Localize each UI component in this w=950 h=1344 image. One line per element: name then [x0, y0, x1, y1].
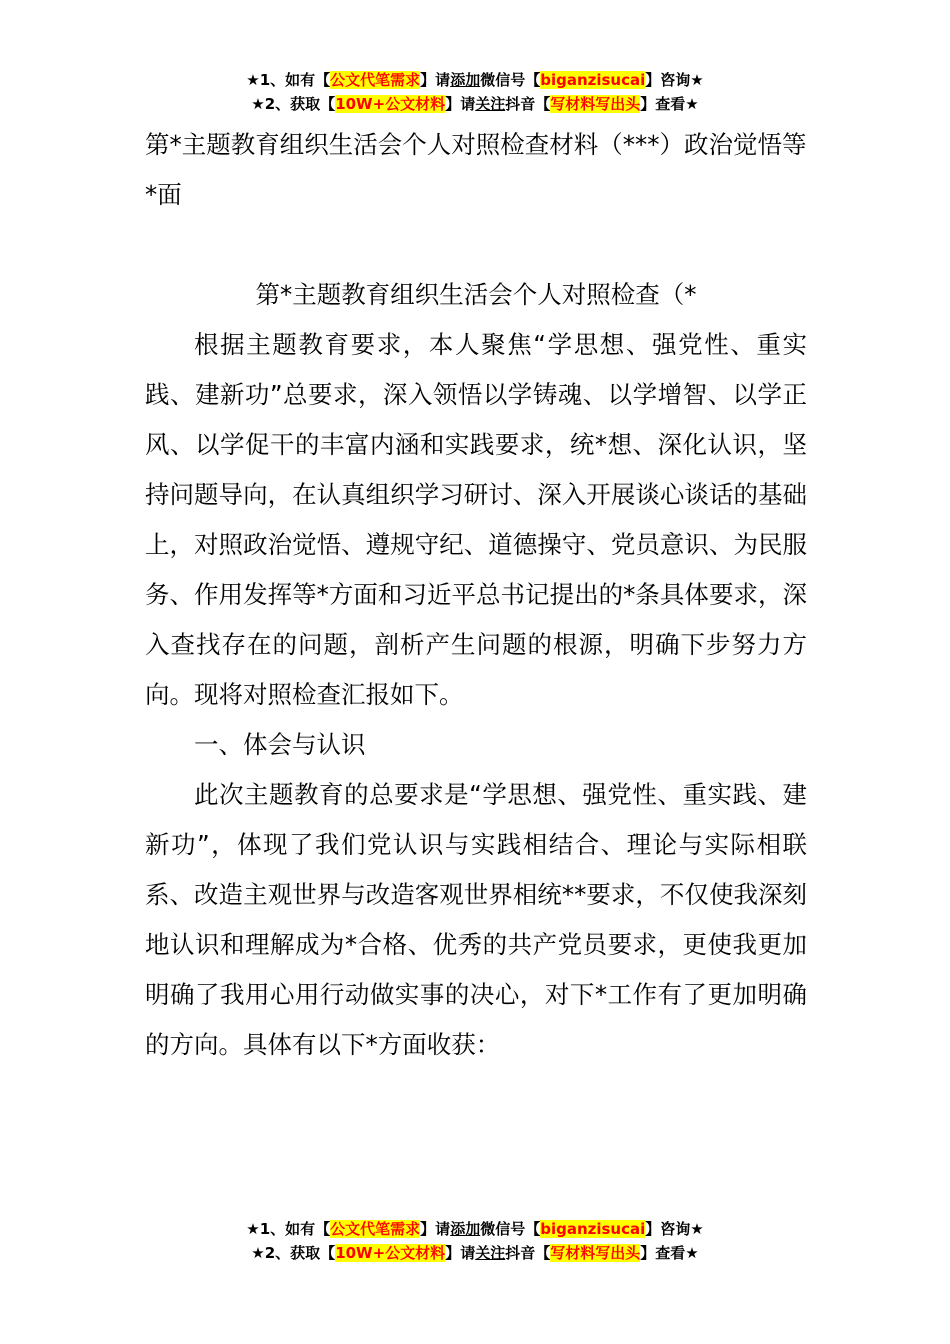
body-paragraph: 根据主题教育要求，本人聚焦“学思想、强党性、重实践、建新功”总要求，深入领悟以学铸魂、以学增智、以学正风、以学促干的丰富内涵和实践要求，统*想、深化认识，坚持问题导向，在认真组织学习研讨、深入开展谈心谈话的基础上，对照政治觉悟、遵规守纪、道德操守、党员意识、为民服务、作用发挥等*方面和习近平总书记提出的*条具体要求，深入查找存在的问题，剖析产生问题的根源，明确下步努力方向。现将对照检查汇报如下。 [145, 330, 807, 709]
banner-underline: 关注 [475, 95, 506, 113]
banner-highlight: 10W+公文材料 [335, 1244, 446, 1262]
document-title: 第*主题教育组织生活会个人对照检查材料（***）政治觉悟等*面 [145, 130, 807, 209]
banner-text: 】请 [445, 1244, 476, 1262]
banner-line-1 [0, 68, 950, 92]
document-body [145, 320, 807, 1070]
body-paragraph: 此次主题教育的总要求是“学思想、强党性、重实践、建新功”，体现了我们党认识与实践相结合、理论与实际相联系、改造主观世界与改造客观世界相统**要求，不仅使我深刻地认识和理解成为*合格、优秀的共产党员要求，更使我更加明确了我用心用行动做实事的决心，对下*工作有了更加明确的方向。具体有以下*方面收获： [145, 780, 807, 1059]
banner-text: ★1、如有【 [246, 1220, 331, 1238]
banner-highlight: biganzisucai [540, 71, 646, 89]
banner-highlight: 公文代笔需求 [330, 1220, 421, 1238]
banner-highlight: 10W+公文材料 [335, 95, 446, 113]
banner-text: 】查看★ [640, 95, 699, 113]
banner-text: 】咨询★ [645, 1220, 704, 1238]
banner-highlight: 写材料写出头 [550, 1244, 641, 1262]
banner-text: 】查看★ [640, 1244, 699, 1262]
banner-line-2 [0, 92, 950, 116]
banner-underline: 添加 [450, 71, 481, 89]
banner-text: ★2、获取【 [251, 95, 336, 113]
banner-underline: 关注 [475, 1244, 506, 1262]
banner-text: 】请 [420, 71, 451, 89]
banner-text: ★2、获取【 [251, 1244, 336, 1262]
banner-text: 抖音【 [505, 1244, 551, 1262]
document-subtitle: 第*主题教育组织生活会个人对照检查（* [255, 280, 697, 309]
banner-highlight: biganzisucai [540, 1220, 646, 1238]
banner-highlight: 公文代笔需求 [330, 71, 421, 89]
banner-text: 微信号【 [480, 1220, 541, 1238]
banner-highlight: 写材料写出头 [550, 95, 641, 113]
banner-text: ★1、如有【 [246, 71, 331, 89]
banner-text: 】请 [420, 1220, 451, 1238]
footer-banner [0, 1217, 950, 1265]
banner-line-1 [0, 1217, 950, 1241]
banner-text: 】咨询★ [645, 71, 704, 89]
header-banner [0, 68, 950, 116]
section-heading: 一、体会与认识 [194, 730, 366, 759]
banner-text: 微信号【 [480, 71, 541, 89]
banner-text: 】请 [445, 95, 476, 113]
banner-underline: 添加 [450, 1220, 481, 1238]
banner-text: 抖音【 [505, 95, 551, 113]
banner-line-2 [0, 1241, 950, 1265]
